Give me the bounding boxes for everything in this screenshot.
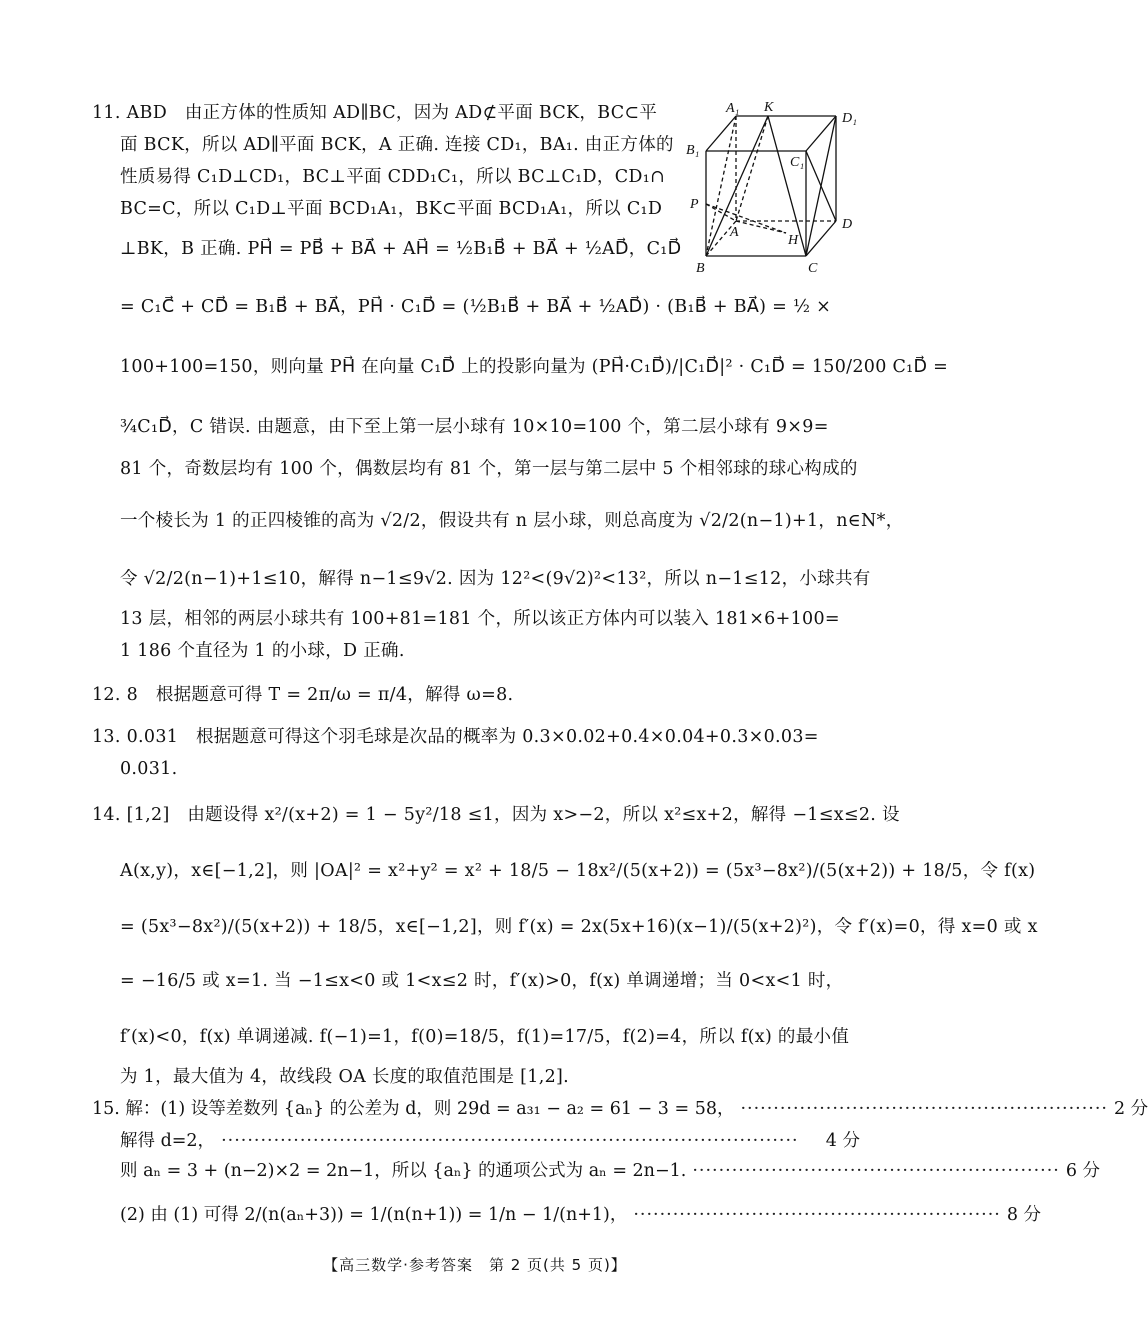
leader-dots: ························································ <box>740 1099 1108 1119</box>
q13-line: 13. 0.031 根据题意可得这个羽毛球是次品的概率为 0.3×0.02+0.4×0.04+0.3×0.03= <box>92 727 819 747</box>
q15-step-text: (2) 由 (1) 可得 2/(n(aₙ+3)) = 1/(n(n+1)) = 1/n − 1/(n+1)， <box>120 1205 628 1225</box>
label-D1: D₁ <box>842 111 857 126</box>
q11-line: 11. ABD 由正方体的性质知 AD∥BC，因为 AD⊄平面 BCK，BC⊂平 <box>92 103 658 123</box>
q11-line: BC=C，所以 C₁D⊥平面 BCD₁A₁，BK⊂平面 BCD₁A₁，所以 C₁D <box>120 199 663 219</box>
label-P: P <box>690 197 699 212</box>
label-B1: B₁ <box>686 143 700 158</box>
q14-line: f′(x)<0，f(x) 单调递减. f(−1)=1，f(0)=18/5，f(1)=17/5，f(2)=4，所以 f(x) 的最小值 <box>120 1027 850 1047</box>
cube-figure <box>686 96 866 276</box>
q15-step <box>120 1128 860 1154</box>
leader-dots: ························································································ <box>221 1131 799 1151</box>
question-12: 12. 8 根据题意可得 T = 2π/ω = π/4，解得 ω=8. <box>92 685 514 705</box>
label-C1: C₁ <box>790 155 805 170</box>
label-A1: A₁ <box>726 101 740 116</box>
q15-step <box>120 1202 1042 1228</box>
label-B: B <box>696 261 705 276</box>
q14-line: = −16/5 或 x=1. 当 −1≤x<0 或 1<x≤2 时，f′(x)>0，f(x) 单调递增；当 0<x<1 时， <box>120 971 844 991</box>
leader-dots: ························································ <box>633 1205 1001 1225</box>
q11-line: ⊥BK，B 正确. PH⃗ = PB⃗ + BA⃗ + AH⃗ = ½B₁B⃗ + BA⃗ + ½AD⃗，C₁D⃗ <box>120 239 682 259</box>
q13-line: 0.031. <box>120 759 178 779</box>
q15-step-text: 解得 d=2， <box>120 1131 216 1151</box>
q14-line: 14. [1,2] 由题设得 x²/(x+2) = 1 − 5y²/18 ≤1，因为 x>−2，所以 x²≤x+2，解得 −1≤x≤2. 设 <box>92 805 900 825</box>
q11-line: 一个棱长为 1 的正四棱锥的高为 √2/2，假设共有 n 层小球，则总高度为 √2/2(n−1)+1，n∈N*， <box>120 511 904 531</box>
q11-line: 81 个，奇数层均有 100 个，偶数层均有 81 个，第一层与第二层中 5 个相邻球的球心构成的 <box>120 459 858 479</box>
label-A: A <box>730 225 739 240</box>
page-footer: 【高三数学·参考答案 第 2 页(共 5 页)】 <box>323 1256 627 1274</box>
q14-line: 为 1，最大值为 4，故线段 OA 长度的取值范围是 [1,2]. <box>120 1067 570 1087</box>
q15-step-text: 15. 解：(1) 设等差数列 {aₙ} 的公差为 d，则 29d = a₃₁ − a₂ = 61 − 3 = 58， <box>92 1099 735 1119</box>
q15-step <box>120 1158 1101 1184</box>
q11-line: = C₁C⃗ + CD⃗ = B₁B⃗ + BA⃗，PH⃗ · C₁D⃗ = (½B₁B⃗ + BA⃗ + ½AD⃗) · (B₁B⃗ + BA⃗) = ½ × <box>120 297 832 317</box>
label-C: C <box>808 261 818 276</box>
q15-step-text: 则 aₙ = 3 + (n−2)×2 = 2n−1，所以 {aₙ} 的通项公式为 aₙ = 2n−1. <box>120 1161 687 1181</box>
q11-line: 性质易得 C₁D⊥CD₁，BC⊥平面 CDD₁C₁，所以 BC⊥C₁D，CD₁∩ <box>120 167 665 187</box>
q11-line: 100+100=150，则向量 PH⃗ 在向量 C₁D⃗ 上的投影向量为 (PH⃗·C₁D⃗)/|C₁D⃗|² · C₁D⃗ = 150/200 C₁D⃗ = <box>120 357 949 377</box>
q11-line: 13 层，相邻的两层小球共有 100+81=181 个，所以该正方体内可以装入 181×6+100= <box>120 609 840 629</box>
q11-line: 1 186 个直径为 1 的小球，D 正确. <box>120 641 405 661</box>
label-D: D <box>842 217 853 232</box>
q14-line: A(x,y)，x∈[−1,2]，则 |OA|² = x²+y² = x² + 18/5 − 18x²/(5(x+2)) = (5x³−8x²)/(5(x+2)) + 18/5，令 f(x) <box>120 861 1036 881</box>
label-H: H <box>788 233 799 248</box>
q11-line: 面 BCK，所以 AD∥平面 BCK，A 正确. 连接 CD₁，BA₁. 由正方体的 <box>120 135 674 155</box>
q15-step-points: 4 分 <box>825 1131 860 1151</box>
q15-step-points: 2 分 <box>1113 1099 1148 1119</box>
q15-step-points: 6 分 <box>1065 1161 1101 1181</box>
q14-line: = (5x³−8x²)/(5(x+2)) + 18/5，x∈[−1,2]，则 f′(x) = 2x(5x+16)(x−1)/(5(x+2)²)，令 f′(x)=0，得 x=0 或 x <box>120 917 1038 937</box>
q15-step <box>92 1096 1148 1122</box>
q15-step-points: 8 分 <box>1006 1205 1042 1225</box>
label-K: K <box>764 100 774 115</box>
q11-line: ¾C₁D⃗，C 错误. 由题意，由下至上第一层小球有 10×10=100 个，第二层小球有 9×9= <box>120 417 829 437</box>
leader-dots: ························································ <box>692 1161 1060 1181</box>
q11-line: 令 √2/2(n−1)+1≤10，解得 n−1≤9√2. 因为 12²<(9√2)²<13²，所以 n−1≤12，小球共有 <box>120 569 871 589</box>
